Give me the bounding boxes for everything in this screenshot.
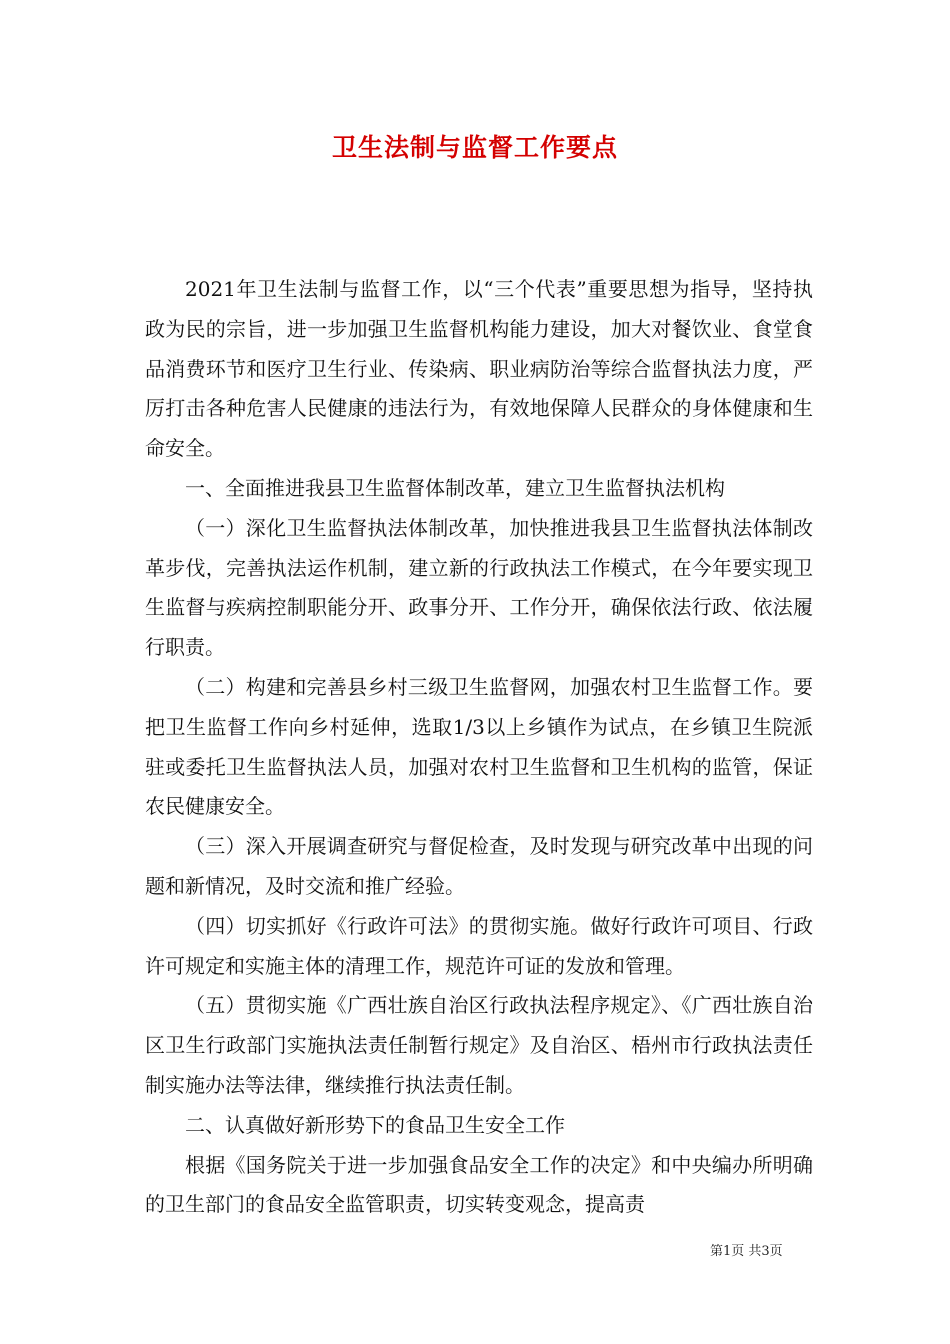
paragraph-item-2: （二）构建和完善县乡村三级卫生监督网，加强农村卫生监督工作。要把卫生监督工作向乡村延伸，选取1/3以上乡镇作为试点，在乡镇卫生院派驻或委托卫生监督执法人员，加强对农村卫生监督和卫生机构的监管，保证农民健康安全。: [145, 674, 813, 819]
page-number: 第1页 共3页: [710, 1244, 783, 1259]
paragraph-food-safety: 根据《国务院关于进一步加强食品安全工作的决定》和中央编办所明确的卫生部门的食品安全监管职责，切实转变观念，提高责: [145, 1152, 813, 1217]
paragraph-item-3: （三）深入开展调查研究与督促检查，及时发现与研究改革中出现的问题和新情况，及时交流和推广经验。: [145, 834, 813, 898]
paragraph-intro: 2021年卫生法制与监督工作，以“三个代表”重要思想为指导，坚持执政为民的宗旨，进一步加强卫生监督机构能力建设，加大对餐饮业、食堂食品消费环节和医疗卫生行业、传染病、职业病防治等综合监督执法力度，严厉打击各种危害人民健康的违法行为，有效地保障人民群众的身体健康和生命安全。: [145, 277, 813, 461]
document-title: 卫生法制与监督工作要点: [331, 133, 618, 162]
paragraph-item-4: （四）切实抓好《行政许可法》的贯彻实施。做好行政许可项目、行政许可规定和实施主体的清理工作，规范许可证的发放和管理。: [145, 913, 813, 978]
section-heading-1: 一、全面推进我县卫生监督体制改革，建立卫生监督执法机构: [185, 475, 725, 500]
document-body: [145, 270, 813, 1225]
paragraph-item-5: （五）贯彻实施《广西壮族自治区行政执法程序规定》、《广西壮族自治区卫生行政部门实施执法责任制暂行规定》及自治区、梧州市行政执法责任制实施办法等法律，继续推行执法责任制。: [145, 993, 813, 1097]
paragraph-item-1: （一）深化卫生监督执法体制改革，加快推进我县卫生监督执法体制改革步伐，完善执法运作机制，建立新的行政执法工作模式，在今年要实现卫生监督与疾病控制职能分开、政事分开、工作分开，确保依法行政、依法履行职责。: [145, 515, 813, 660]
section-heading-2: 二、认真做好新形势下的食品卫生安全工作: [185, 1112, 565, 1137]
